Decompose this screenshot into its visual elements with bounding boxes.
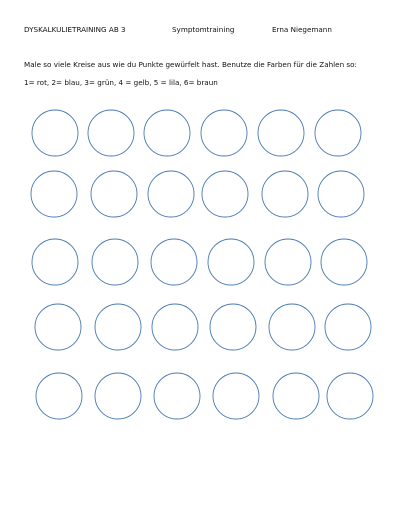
blank-circle [269, 304, 315, 350]
worksheet-author: Erna Niegemann [272, 25, 332, 34]
blank-circle [32, 239, 78, 285]
blank-circle [325, 304, 371, 350]
blank-circle [202, 171, 248, 217]
blank-circle [144, 110, 190, 156]
blank-circle [92, 239, 138, 285]
blank-circle [151, 239, 197, 285]
worksheet-topic: Symptomtraining [172, 25, 235, 34]
blank-circle [210, 304, 256, 350]
blank-circle [31, 171, 77, 217]
blank-circle [152, 304, 198, 350]
blank-circle [213, 373, 259, 419]
blank-circle [258, 110, 304, 156]
blank-circle [36, 373, 82, 419]
blank-circle [154, 373, 200, 419]
instruction-line-1: Male so viele Kreise aus wie du Punkte gewürfelt hast. Benutze die Farben für die Zahlen so: [24, 60, 357, 69]
blank-circle [262, 171, 308, 217]
worksheet-title: DYSKALKULIETRAINING AB 3 [24, 25, 126, 34]
blank-circle [88, 110, 134, 156]
blank-circle [95, 304, 141, 350]
blank-circle [321, 239, 367, 285]
blank-circle [208, 239, 254, 285]
blank-circle [273, 373, 319, 419]
blank-circle [315, 110, 361, 156]
blank-circle [265, 239, 311, 285]
blank-circle [318, 171, 364, 217]
blank-circle [201, 110, 247, 156]
blank-circle [95, 373, 141, 419]
blank-circle [35, 304, 81, 350]
blank-circle [32, 110, 78, 156]
blank-circle [148, 171, 194, 217]
blank-circle [91, 171, 137, 217]
instruction-line-2: 1= rot, 2= blau, 3= grün, 4 = gelb, 5 = lila, 6= braun [24, 78, 218, 87]
blank-circle [327, 373, 373, 419]
